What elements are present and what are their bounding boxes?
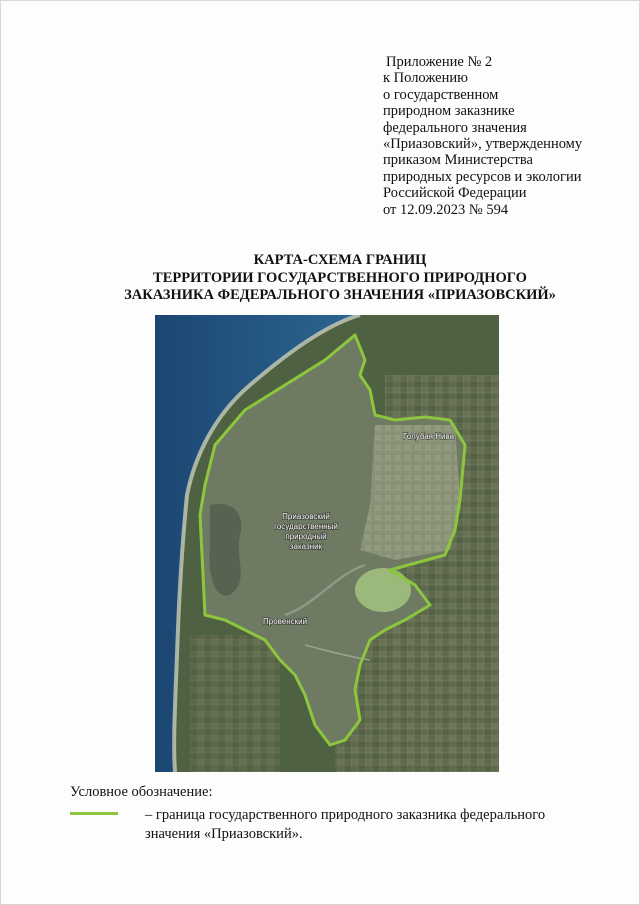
appendix-line: приказом Министерства [383, 152, 533, 169]
label-reserve-line: заказник [289, 542, 323, 551]
map-title [60, 252, 620, 305]
appendix-line: от 12.09.2023 № 594 [383, 201, 509, 218]
title-line: ТЕРРИТОРИИ ГОСУДАРСТВЕННОГО ПРИРОДНОГО [153, 269, 527, 286]
label-reserve-line: Приазовский [282, 512, 330, 521]
map-svg [155, 315, 499, 772]
appendix-line: Приложение № 2 [386, 54, 493, 70]
satellite-map [155, 315, 499, 772]
fields-southwest [190, 635, 280, 772]
legend-boundary-swatch [70, 812, 118, 815]
label-goluboya-niva: Голубая Нива [403, 432, 455, 441]
title-line: ЗАКАЗНИКА ФЕДЕРАЛЬНОГО ЗНАЧЕНИЯ «ПРИАЗОВСКИЙ» [124, 287, 556, 304]
label-reserve-line: государственный [274, 522, 338, 531]
legend-line-text: – граница государственного природного заказника федерального [145, 807, 546, 823]
label-provenskiy: Провенский [263, 617, 308, 626]
label-reserve-line: природный [285, 532, 327, 541]
appendix-line: природном заказнике [383, 103, 515, 120]
appendix-line: «Приазовский», утвержденному [383, 136, 583, 153]
appendix-line: федерального значения [383, 119, 527, 136]
appendix-line: Российской Федерации [383, 185, 527, 202]
appendix-block [383, 54, 613, 218]
appendix-line: к Положению [383, 70, 468, 87]
legend-line-text: значения «Приазовский». [145, 825, 303, 842]
title-line: КАРТА-СХЕМА ГРАНИЦ [253, 252, 427, 268]
lake [355, 568, 411, 612]
legend-heading: Условное обозначение: [70, 784, 213, 800]
appendix-line: природных ресурсов и экологии [383, 168, 582, 185]
reserve-fields [360, 425, 460, 560]
wetland [209, 504, 241, 596]
appendix-line: о государственном [383, 86, 499, 103]
legend-description [145, 806, 585, 843]
